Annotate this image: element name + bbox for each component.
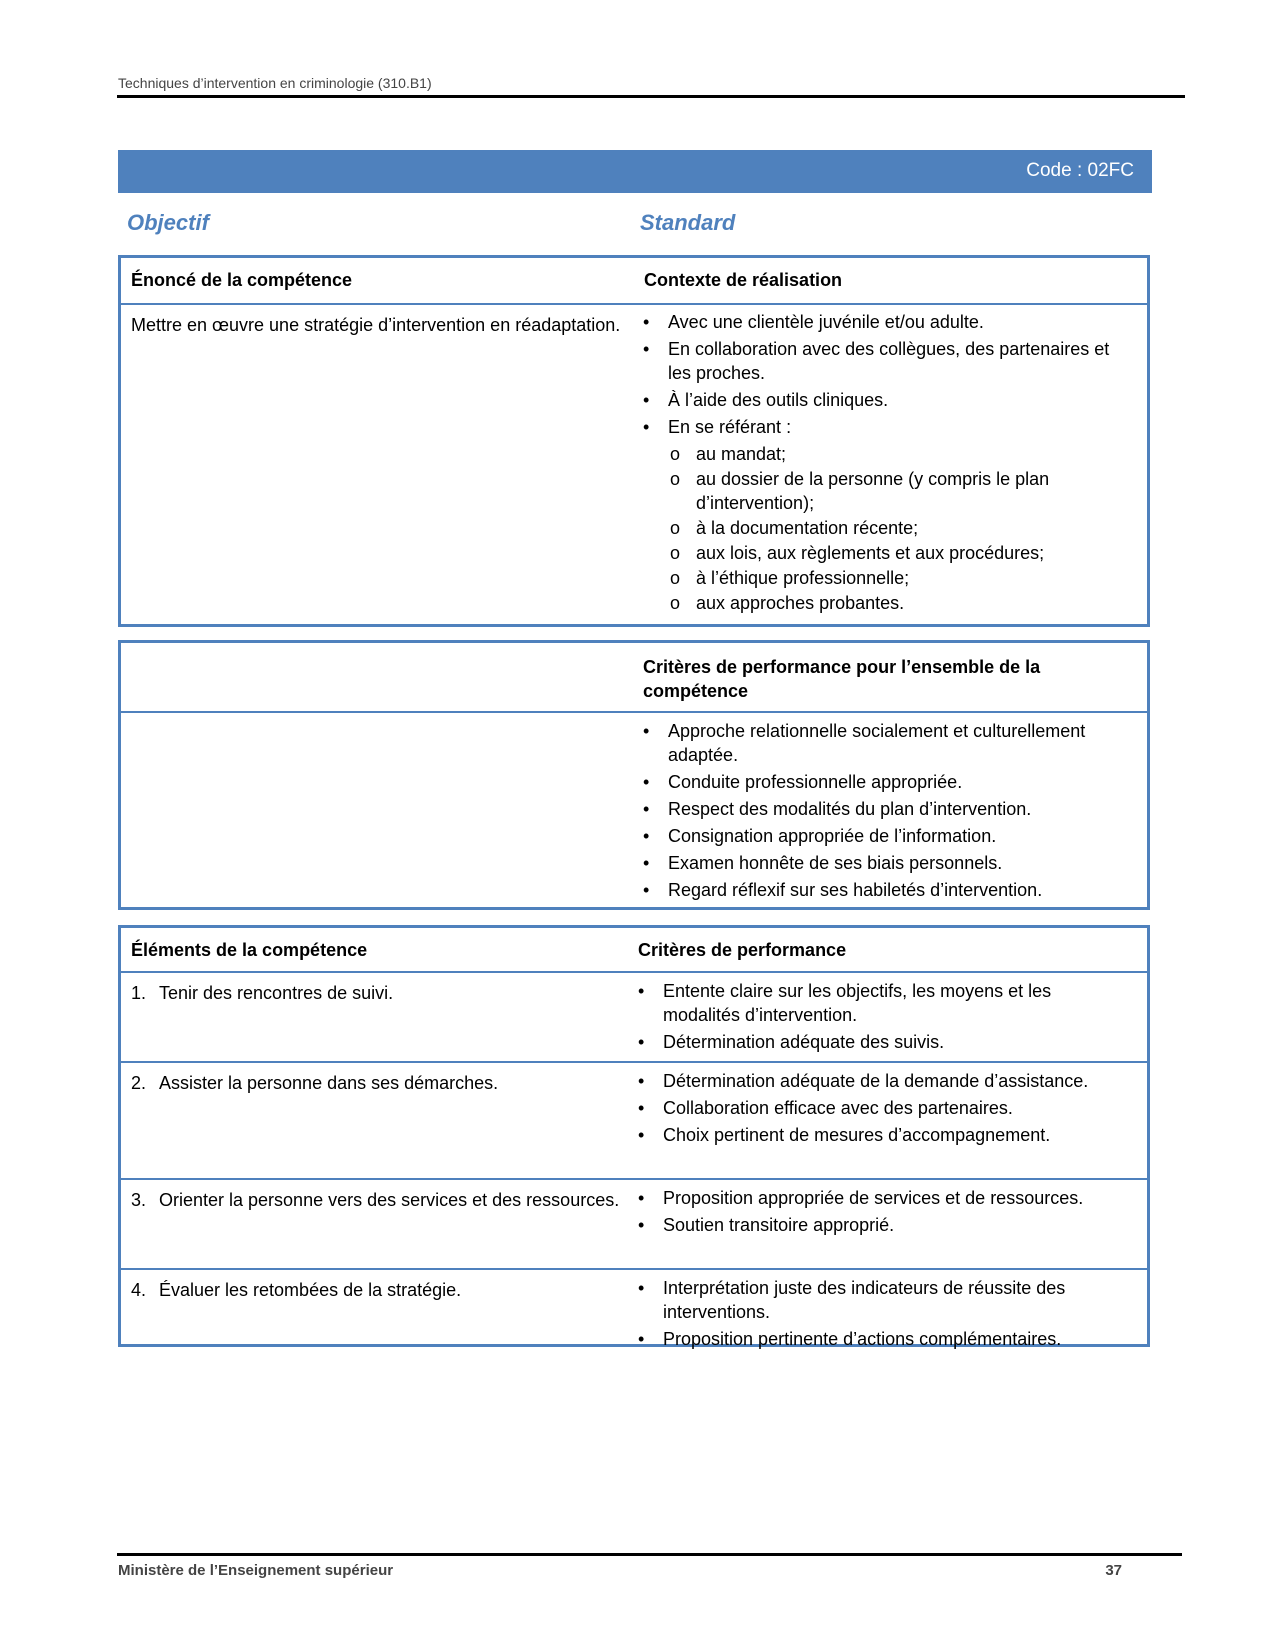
element-text: Assister la personne dans ses démarches. xyxy=(159,1073,499,1093)
enonce-header: Énoncé de la compétence xyxy=(131,270,353,290)
code-bar xyxy=(118,150,1152,193)
contexte-subitem: o au dossier de la personne (y compris le plan d’intervention); xyxy=(668,467,1123,515)
element-criterion: • Collaboration efficace avec des partenaires. xyxy=(638,1096,1108,1120)
element-criterion: • Proposition appropriée de services et de ressources. xyxy=(638,1186,1108,1210)
contexte-item: • Avec une clientèle juvénile et/ou adulte. xyxy=(643,310,1123,334)
contexte-header: Contexte de réalisation xyxy=(644,270,843,290)
elements-panel xyxy=(118,925,1150,1347)
competence-header-row xyxy=(121,258,1147,303)
header-rule xyxy=(117,95,1185,98)
element-row xyxy=(121,971,1147,1061)
criteres-ensemble-body-row xyxy=(121,711,1147,903)
element-text-cell xyxy=(131,981,621,1005)
contexte-subitem: o à la documentation récente; xyxy=(668,516,1123,540)
elements-rows xyxy=(121,971,1147,1358)
footer-rule xyxy=(117,1553,1182,1556)
element-number: 1. xyxy=(131,983,147,1003)
element-criteria-cell xyxy=(638,979,1108,1057)
critere-ensemble-item: • Examen honnête de ses biais personnels. xyxy=(643,851,1093,875)
contexte-subitem: o aux lois, aux règlements et aux procédures; xyxy=(668,541,1123,565)
element-criterion: • Détermination adéquate des suivis. xyxy=(638,1030,1108,1054)
contexte-subitem: o au mandat; xyxy=(668,442,1123,466)
element-row xyxy=(121,1268,1147,1358)
elements-left-header: Éléments de la compétence xyxy=(131,940,368,960)
code-label: Code : 02FC xyxy=(1026,160,1134,181)
critere-ensemble-item: • Consignation appropriée de l’information. xyxy=(643,824,1093,848)
element-text: Tenir des rencontres de suivi. xyxy=(159,983,394,1003)
element-criterion: • Soutien transitoire approprié. xyxy=(638,1213,1108,1237)
element-number: 2. xyxy=(131,1073,147,1093)
element-criterion: • Interprétation juste des indicateurs de réussite des interventions. xyxy=(638,1276,1108,1324)
critere-ensemble-item: • Respect des modalités du plan d’intervention. xyxy=(643,797,1093,821)
elements-right-header: Critères de performance xyxy=(638,940,847,960)
section-standard-heading: Standard xyxy=(640,210,736,235)
element-criterion: • Détermination adéquate de la demande d’assistance. xyxy=(638,1069,1108,1093)
element-text-cell xyxy=(131,1188,621,1212)
criteres-ensemble-header: Critères de performance pour l’ensemble de la compétence xyxy=(643,657,1041,701)
element-criterion: • Proposition pertinente d’actions complémentaires. xyxy=(638,1327,1108,1351)
element-criteria-cell xyxy=(638,1276,1108,1354)
contexte-item: • À l’aide des outils cliniques. xyxy=(643,388,1123,412)
element-text: Orienter la personne vers des services et des ressources. xyxy=(159,1190,620,1210)
contexte-list xyxy=(643,310,1123,616)
elements-header-row xyxy=(121,928,1147,971)
element-number: 4. xyxy=(131,1280,147,1300)
critere-ensemble-item: • Approche relationnelle socialement et culturellement adaptée. xyxy=(643,719,1093,767)
element-number: 3. xyxy=(131,1190,147,1210)
competence-panel xyxy=(118,255,1150,627)
critere-ensemble-item: • Regard réflexif sur ses habiletés d’intervention. xyxy=(643,878,1093,902)
criteres-ensemble-panel xyxy=(118,640,1150,910)
element-text: Évaluer les retombées de la stratégie. xyxy=(159,1280,462,1300)
enonce-text: Mettre en œuvre une stratégie d’intervention en réadaptation. xyxy=(131,315,621,335)
element-text-cell xyxy=(131,1071,621,1095)
element-criteria-cell xyxy=(638,1186,1108,1240)
contexte-subitem: o aux approches probantes. xyxy=(668,591,1123,615)
document-header-title: Techniques d’intervention en criminologie (310.B1) xyxy=(118,75,432,91)
section-objectif-heading: Objectif xyxy=(127,210,209,235)
critere-ensemble-item: • Conduite professionnelle appropriée. xyxy=(643,770,1093,794)
element-text-cell xyxy=(131,1278,621,1302)
criteres-ensemble-header-row xyxy=(121,643,1147,711)
element-row xyxy=(121,1178,1147,1268)
contexte-subitem: o à l’éthique professionnelle; xyxy=(668,566,1123,590)
criteres-ensemble-list xyxy=(643,719,1093,905)
contexte-item: • En collaboration avec des collègues, des partenaires et les proches. xyxy=(643,337,1123,385)
element-criteria-cell xyxy=(638,1069,1108,1150)
element-criterion: • Choix pertinent de mesures d’accompagnement. xyxy=(638,1123,1108,1147)
footer-ministry: Ministère de l’Enseignement supérieur xyxy=(118,1562,394,1579)
element-criterion: • Entente claire sur les objectifs, les moyens et les modalités d’intervention. xyxy=(638,979,1108,1027)
page-number: 37 xyxy=(1105,1562,1122,1579)
contexte-item: • En se référant : xyxy=(643,415,1123,439)
element-row xyxy=(121,1061,1147,1178)
competence-body-row xyxy=(121,303,1147,623)
